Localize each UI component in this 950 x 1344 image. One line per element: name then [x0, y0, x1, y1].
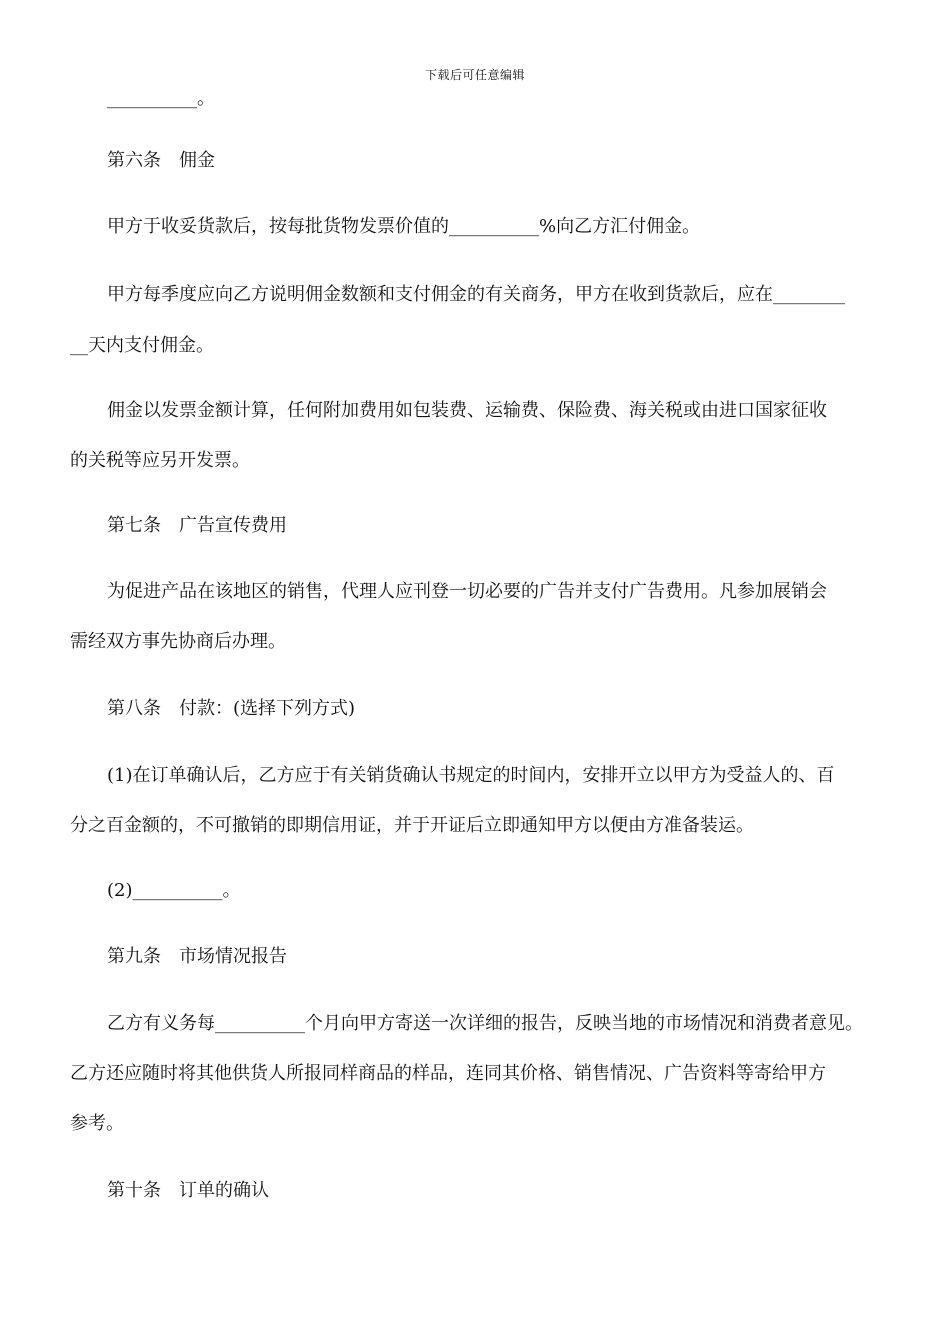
paragraph-line: 甲方于收妥货款后，按每批货物发票价值的__________%向乙方汇付佣金。 — [107, 216, 701, 237]
paragraph-line: __天内支付佣金。 — [70, 335, 214, 356]
paragraph-line: 需经双方事先协商后办理。 — [70, 631, 286, 652]
paragraph-line: 乙方有义务每__________个月向甲方寄送一次详细的报告，反映当地的市场情况和消费者意见。 — [107, 1013, 863, 1034]
page-header: 下载后可任意编辑 — [424, 68, 525, 82]
paragraph-line: (2)__________。 — [107, 880, 241, 901]
paragraph-line: 乙方还应随时将其他供货人所报同样商品的样品，连同其价格、销售情况、广告资料等寄给甲方 — [70, 1063, 826, 1084]
paragraph-line: 的关税等应另开发票。 — [70, 450, 250, 471]
paragraph-line: 佣金以发票金额计算，任何附加费用如包装费、运输费、保险费、海关税或由进口国家征收 — [107, 400, 827, 421]
article-6-heading: 第六条 佣金 — [107, 150, 215, 171]
article-9-heading: 第九条 市场情况报告 — [107, 946, 287, 967]
paragraph-line: 分之百金额的，不可撤销的即期信用证，并于开证后立即通知甲方以便由方准备装运。 — [70, 815, 754, 836]
article-10-heading: 第十条 订单的确认 — [107, 1180, 269, 1201]
paragraph-line: 甲方每季度应向乙方说明佣金数额和支付佣金的有关商务，甲方在收到货款后，应在________ — [107, 284, 845, 305]
paragraph-line: (1)在订单确认后，乙方应于有关销货确认书规定的时间内，安排开立以甲方为受益人的、百 — [107, 765, 835, 786]
blank-line: __________。 — [107, 88, 215, 109]
paragraph-line: 为促进产品在该地区的销售，代理人应刊登一切必要的广告并支付广告费用。凡参加展销会 — [107, 581, 827, 602]
article-7-heading: 第七条 广告宣传费用 — [107, 515, 287, 536]
article-8-heading: 第八条 付款：(选择下列方式) — [107, 698, 356, 719]
paragraph-line: 参考。 — [70, 1113, 124, 1134]
